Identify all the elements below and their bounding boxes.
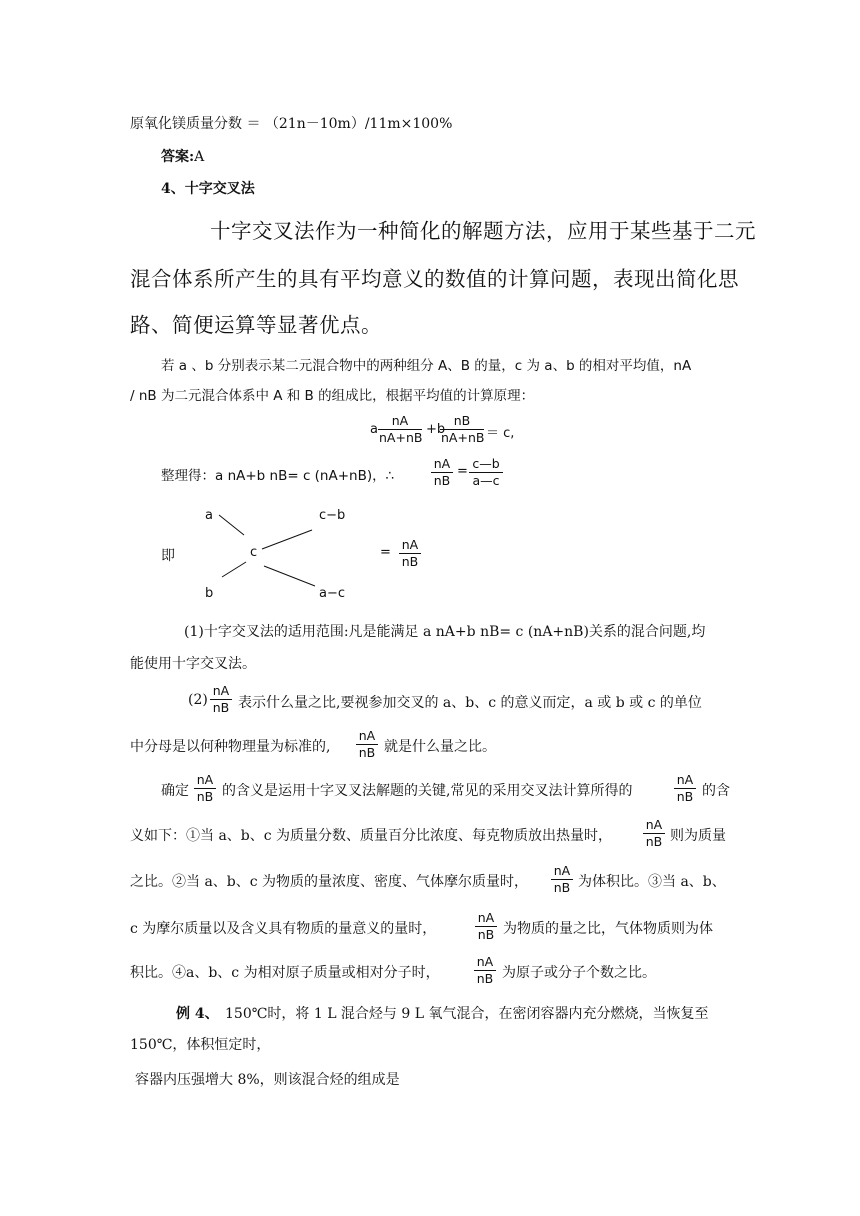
rule2-f-num: nA [212, 683, 230, 698]
eq1-plus-b: +b [426, 422, 446, 437]
frac-den: nB [674, 788, 696, 805]
intro-line-2: 混合体系所产生的具有平均意义的数值的计算问题，表现出简化思 [130, 267, 739, 291]
formula-line: 原氧化镁质量分数 ＝ （21n－10m）/11m×100% [130, 116, 453, 132]
para1-line2: / nB 为二元混合体系中 A 和 B 的组成比，根据平均值的计算原理： [130, 388, 535, 404]
eq2-f-den: nB [431, 472, 453, 489]
meaning-frac-3 [643, 817, 665, 850]
cross-equals: = [380, 545, 391, 560]
rule2-text1: 表示什么量之比,要视参加交叉的 a、b、c 的意义而定，a 或 b 或 c 的单位 [238, 695, 702, 711]
cross-f-num: nA [401, 537, 419, 552]
rule2-prefix: (2) [188, 692, 208, 708]
meaning-l5-b: 为原子或分子个数之比。 [502, 965, 656, 981]
rule2-text3: 就是什么量之比。 [384, 739, 496, 755]
eq1-a: a [370, 422, 378, 437]
meaning-frac-1 [194, 772, 216, 805]
answer-value: A [194, 149, 205, 165]
eq1-f2-num: nB [453, 413, 471, 428]
rule1-line2: 能使用十字交叉法。 [130, 656, 256, 672]
answer-label: 答案: [161, 149, 195, 165]
meaning-frac-5 [475, 910, 497, 943]
rule2-text2: 中分母是以何种物理量为标准的, [130, 739, 331, 755]
rule1-line1: (1)十字交叉法的适用范围:凡是能满足 a nA+b nB= c (nA+nB)关系的混合问题,均 [184, 624, 706, 640]
frac-num: nA [553, 863, 571, 878]
rule2-f-den: nB [210, 699, 232, 716]
cross-f-den: nB [399, 553, 421, 570]
eq2-r-num: c—b [472, 456, 500, 471]
eq2-prefix: 整理得：a nA+b nB= c (nA+nB)，∴ [161, 468, 395, 484]
frac-num: nA [196, 772, 214, 787]
meaning-frac-6 [474, 954, 496, 987]
cross-c: c [250, 545, 258, 560]
cross-ji: 即 [161, 548, 175, 564]
meaning-l1-b: 的含义是运用十字叉叉法解题的关键,常见的采用交叉法计算所得的 [222, 783, 633, 799]
cross-b: b [205, 586, 214, 601]
cross-c-minus-b: c−b [319, 508, 346, 523]
frac-den: nB [475, 926, 497, 943]
eq2-equals: = [457, 464, 468, 479]
intro-line-1: 十字交叉法作为一种简化的解题方法，应用于某些基于二元 [210, 219, 756, 243]
meaning-frac-4 [551, 863, 573, 896]
cross-a-minus-c: a−c [319, 586, 346, 601]
frac-den: nB [643, 833, 665, 850]
eq1-f1-den: nA+nB [379, 430, 423, 445]
meaning-l2-b: 则为质量 [670, 828, 726, 844]
meaning-l4-b: 为物质的量之比，气体物质则为体 [503, 921, 713, 937]
meaning-l1-a: 确定 [161, 783, 189, 799]
cross-line-a [219, 515, 244, 535]
para1-line1: 若 a 、b 分别表示某二元混合物中的两种组分 A、B 的量，c 为 a、b 的相对平均值，nA [161, 358, 692, 374]
meaning-l4-a: c 为摩尔质量以及含义具有物质的量意义的量时， [130, 921, 437, 937]
rule2-fraction-2 [356, 728, 378, 761]
intro-line-3: 路、简便运算等显著优点。 [130, 313, 382, 337]
rule2-f2-den: nB [356, 744, 378, 761]
cross-a: a [205, 508, 213, 523]
frac-num: nA [676, 772, 694, 787]
cross-line-cb [262, 530, 312, 549]
cross-fraction [399, 537, 421, 570]
eq2-f-num: nA [433, 456, 451, 471]
meaning-l3-b: 为体积比。③当 a、b、 [578, 874, 726, 890]
frac-num: nA [477, 910, 495, 925]
frac-den: nB [551, 879, 573, 896]
meaning-l5-a: 积比。④a、b、c 为相对原子质量或相对分子时， [130, 965, 440, 981]
section-title: 4、十字交叉法 [161, 181, 255, 197]
eq1-f2-den: nA+nB [441, 430, 485, 445]
meaning-l1-c: 的含 [702, 783, 730, 799]
meaning-frac-2 [674, 772, 696, 805]
meaning-l2-a: 义如下：①当 a、b、c 为质量分数、质量百分比浓度、每克物质放出热量时， [130, 828, 613, 844]
example-label: 例 4、 [176, 1006, 219, 1022]
cross-line-ac [264, 566, 315, 586]
frac-num: nA [476, 954, 494, 969]
example-line1: 150℃时，将 1 L 混合烃与 9 L 氧气混合，在密闭容器内充分燃烧，当恢复至 [225, 1006, 709, 1022]
frac-den: nB [194, 788, 216, 805]
example-line2: 150℃，体积恒定时， [130, 1037, 271, 1053]
frac-num: nA [645, 817, 663, 832]
meaning-l3-a: 之比。②当 a、b、c 为物质的量浓度、密度、气体摩尔质量时， [130, 874, 529, 890]
frac-den: nB [474, 970, 496, 987]
eq2-r-den: a—c [469, 472, 503, 489]
example-line3: 容器内压强增大 8%，则该混合烃的组成是 [135, 1072, 400, 1088]
eq1-f1-num: nA [391, 413, 409, 428]
rule2-fraction [210, 683, 232, 716]
rule2-f2-num: nA [358, 728, 376, 743]
cross-line-b [222, 562, 246, 577]
eq1-tail: ＝ c, [486, 426, 515, 441]
